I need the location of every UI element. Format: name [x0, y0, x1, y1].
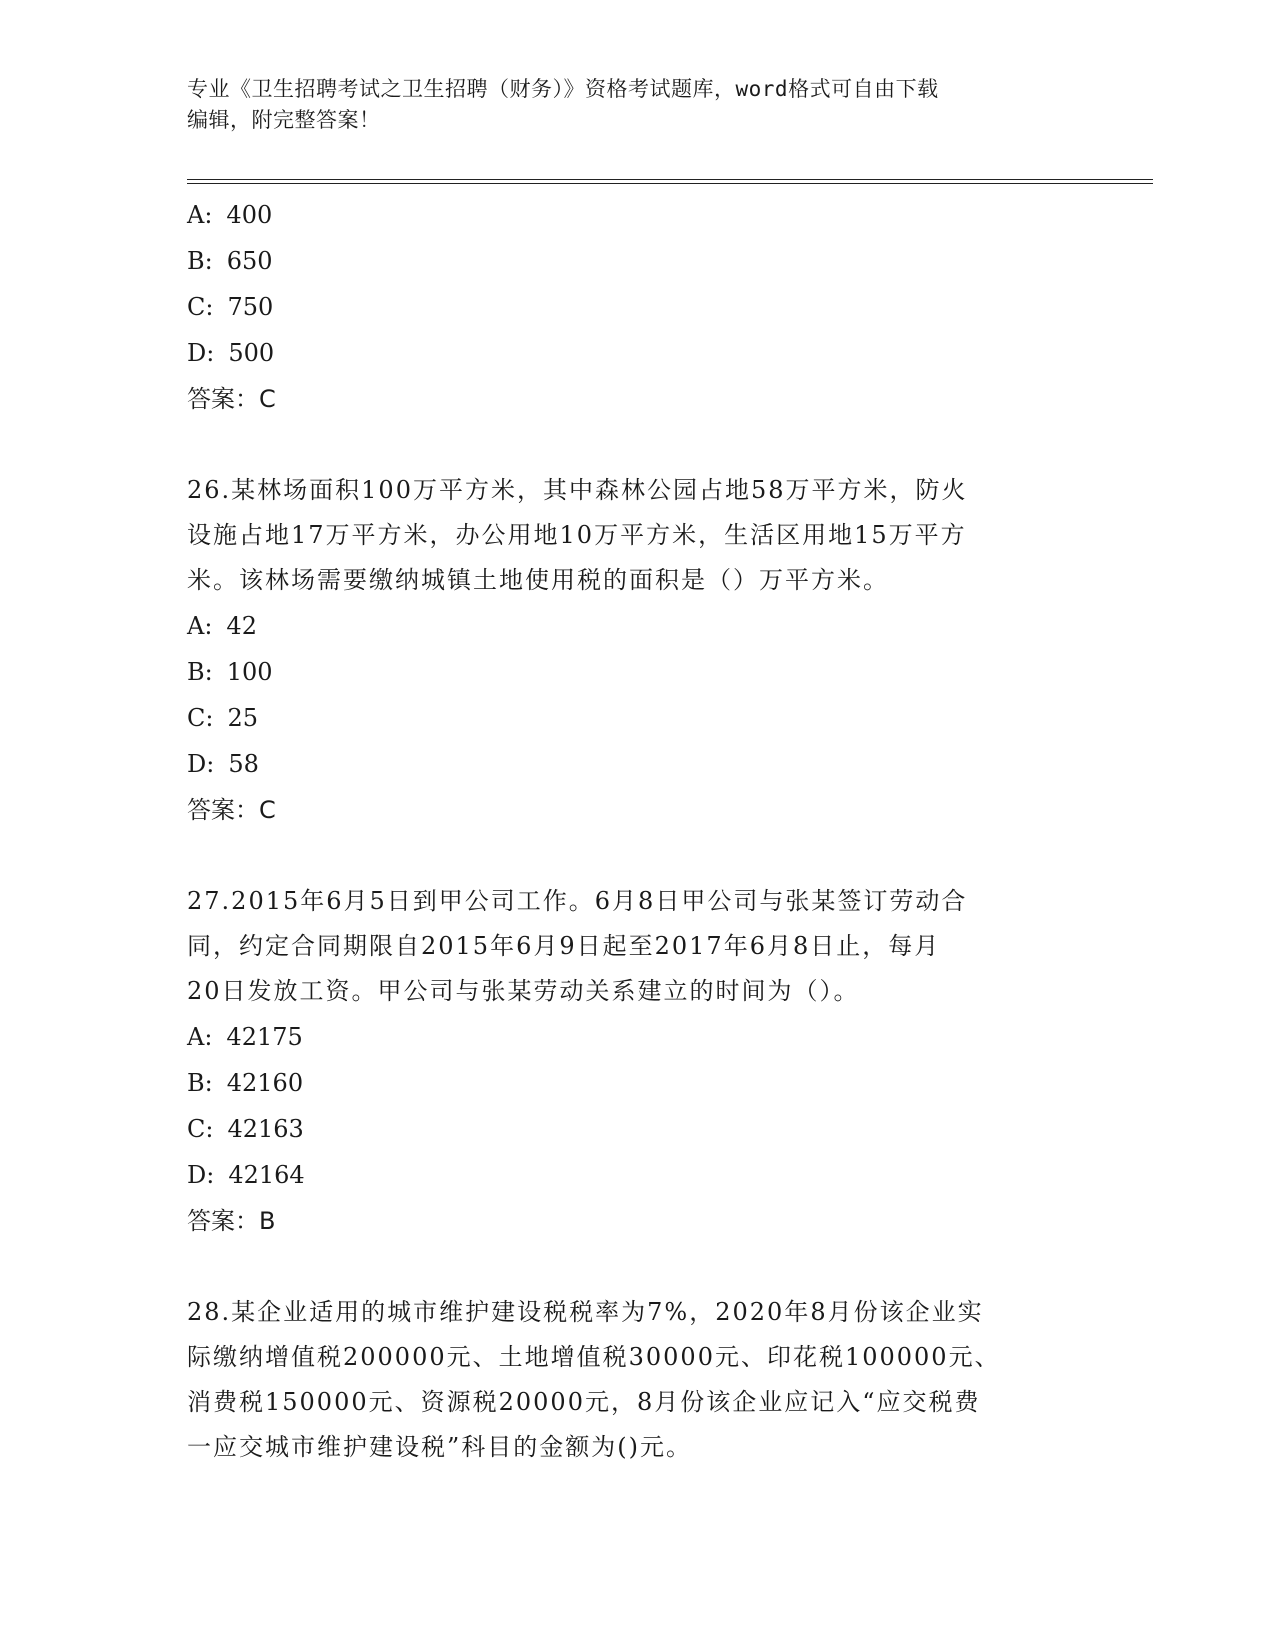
question-line: 27.2015年6月5日到甲公司工作。6月8日甲公司与张某签订劳动合 [187, 887, 968, 915]
question-line: 消费税150000元、资源税20000元，8月份该企业应记入“应交税费 [187, 1388, 981, 1416]
question-block-26 [187, 468, 1087, 833]
document-header [187, 74, 1087, 136]
question-block-27 [187, 879, 1087, 1244]
question-line: 同，约定合同期限自2015年6月9日起至2017年6月8日止，每月 [187, 932, 941, 960]
question-line: 一应交城市维护建设税”科目的金额为()元。 [187, 1433, 692, 1461]
header-divider-bottom [187, 183, 1153, 184]
question-text [187, 1290, 1087, 1470]
option-a: A: 400 [187, 201, 273, 229]
header-line-2: 编辑，附完整答案！ [187, 108, 381, 132]
question-block-25 [187, 192, 1087, 422]
question-list [187, 192, 1087, 1470]
question-line: 28.某企业适用的城市维护建设税税率为7%，2020年8月份该企业实 [187, 1298, 984, 1326]
question-line: 际缴纳增值税200000元、土地增值税30000元、印花税100000元、 [187, 1343, 1001, 1371]
question-text [187, 468, 1087, 603]
answer: 答案：B [187, 1207, 276, 1235]
answer: 答案：C [187, 385, 276, 413]
option-a: A: 42 [187, 612, 257, 640]
question-line: 26.某林场面积100万平方米，其中森林公园占地58万平方米，防火 [187, 476, 968, 504]
question-block-28 [187, 1290, 1087, 1470]
option-a: A: 42175 [187, 1023, 303, 1051]
header-line-1: 专业《卫生招聘考试之卫生招聘（财务）》资格考试题库，word格式可自由下载 [187, 77, 939, 101]
question-line: 米。该林场需要缴纳城镇土地使用税的面积是（）万平方米。 [187, 566, 889, 594]
answer: 答案：C [187, 796, 276, 824]
option-b: B: 650 [187, 247, 273, 275]
option-d: D: 58 [187, 750, 259, 778]
question-line: 设施占地17万平方米，办公用地10万平方米，生活区用地15万平方 [187, 521, 967, 549]
option-c: C: 42163 [187, 1115, 304, 1143]
option-c: C: 750 [187, 293, 274, 321]
option-b: B: 42160 [187, 1069, 304, 1097]
question-text [187, 879, 1087, 1014]
option-b: B: 100 [187, 658, 273, 686]
option-c: C: 25 [187, 704, 258, 732]
header-divider-top [187, 179, 1153, 180]
option-d: D: 500 [187, 339, 275, 367]
question-line: 20日发放工资。甲公司与张某劳动关系建立的时间为（）。 [187, 977, 860, 1005]
option-d: D: 42164 [187, 1161, 305, 1189]
